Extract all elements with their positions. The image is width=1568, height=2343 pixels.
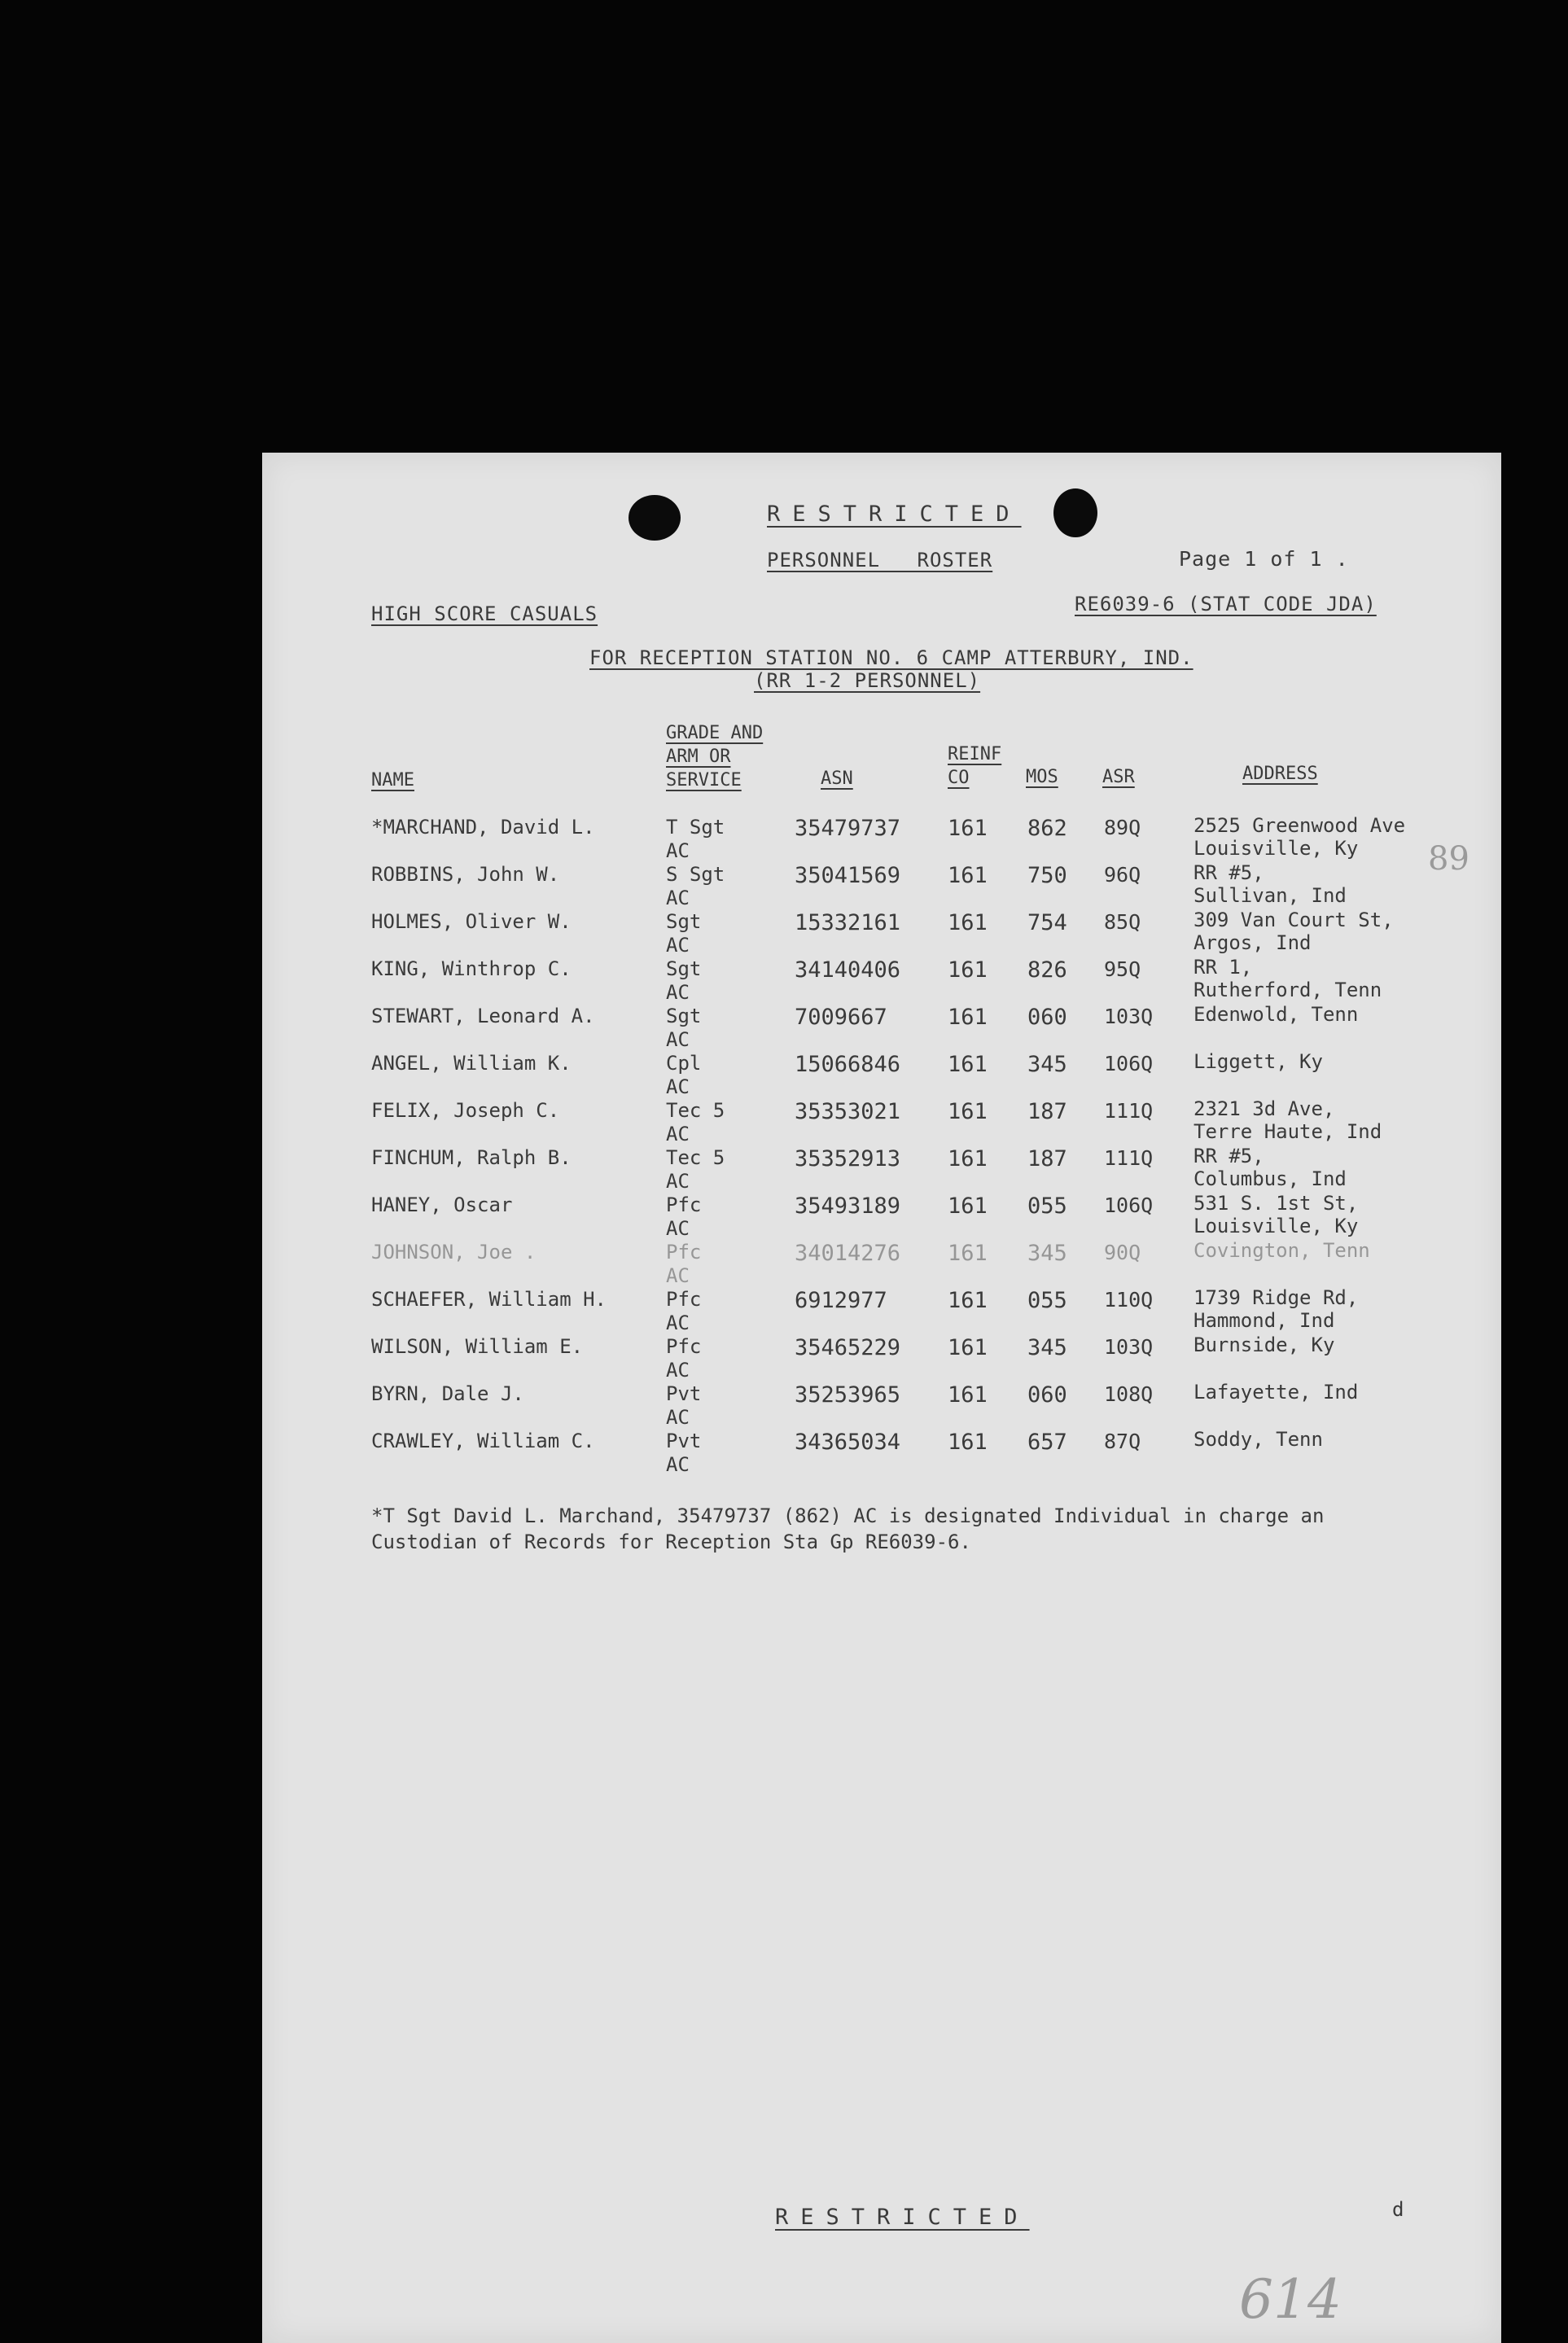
cell-asr: 106Q bbox=[1104, 1193, 1154, 1217]
cell-asr: 89Q bbox=[1104, 816, 1141, 839]
cell-co: 161 bbox=[948, 1052, 988, 1077]
cell-address bbox=[1194, 814, 1405, 860]
cell-co: 161 bbox=[948, 1146, 988, 1172]
cell-grade bbox=[666, 1099, 725, 1146]
table-row bbox=[262, 863, 1501, 910]
cell-grade-arm: AC bbox=[666, 1312, 690, 1334]
cell-mos: 826 bbox=[1027, 957, 1067, 983]
table-row bbox=[262, 1099, 1501, 1146]
cell-grade-arm: AC bbox=[666, 1453, 690, 1476]
cell-mos: 055 bbox=[1027, 1193, 1067, 1219]
address-line-1: 2321 3d Ave, bbox=[1194, 1097, 1335, 1120]
address-line-1: RR #5, bbox=[1194, 861, 1264, 884]
cell-mos: 187 bbox=[1027, 1146, 1067, 1172]
cell-grade-arm: AC bbox=[666, 1123, 690, 1145]
address-line-1: Edenwold, Tenn bbox=[1194, 1003, 1359, 1026]
table-row bbox=[262, 1382, 1501, 1430]
cell-grade bbox=[666, 957, 701, 1005]
cell-grade bbox=[666, 1241, 701, 1288]
cell-grade-rank: Sgt bbox=[666, 910, 702, 933]
cell-asn: 34365034 bbox=[795, 1430, 901, 1455]
cell-asn: 15332161 bbox=[795, 910, 901, 935]
address-line-1: 2525 Greenwood Ave bbox=[1194, 814, 1406, 837]
cell-asn: 34014276 bbox=[795, 1241, 901, 1266]
col-asn: ASN bbox=[821, 769, 853, 789]
cell-mos: 345 bbox=[1027, 1335, 1067, 1360]
punch-hole-right bbox=[1053, 488, 1097, 537]
margin-number: 89 bbox=[1428, 840, 1469, 878]
cell-address bbox=[1194, 1097, 1382, 1143]
cell-mos: 187 bbox=[1027, 1099, 1067, 1124]
cell-address bbox=[1194, 956, 1382, 1001]
cell-grade-rank: S Sgt bbox=[666, 863, 725, 886]
cell-mos: 862 bbox=[1027, 816, 1067, 841]
bottom-handwriting: 614 bbox=[1239, 2268, 1342, 2331]
address-line-2: Louisville, Ky bbox=[1194, 1215, 1359, 1237]
cell-mos: 345 bbox=[1027, 1052, 1067, 1077]
cell-asr: 87Q bbox=[1104, 1430, 1141, 1453]
cell-co: 161 bbox=[948, 1335, 988, 1360]
roster-title: PERSONNEL ROSTER bbox=[767, 549, 993, 572]
table-row bbox=[262, 1193, 1501, 1241]
cell-grade bbox=[666, 1382, 701, 1430]
cell-grade-rank: Sgt bbox=[666, 957, 702, 980]
cell-name: WILSON, William E. bbox=[371, 1335, 584, 1358]
cell-grade-rank: Pfc bbox=[666, 1241, 702, 1263]
classification-header: RESTRICTED bbox=[767, 501, 1022, 527]
cell-grade bbox=[666, 1335, 701, 1382]
cell-grade-arm: AC bbox=[666, 1217, 690, 1240]
address-line-1: Burnside, Ky bbox=[1194, 1334, 1335, 1356]
cell-name: FINCHUM, Ralph B. bbox=[371, 1146, 572, 1169]
footnote bbox=[371, 1503, 1324, 1555]
col-address: ADDRESS bbox=[1242, 764, 1318, 784]
cell-grade bbox=[666, 816, 725, 863]
cell-grade-rank: T Sgt bbox=[666, 816, 725, 839]
cell-asr: 95Q bbox=[1104, 957, 1141, 981]
address-line-2: Hammond, Ind bbox=[1194, 1309, 1335, 1332]
destination: FOR RECEPTION STATION NO. 6 CAMP ATTERBURY, IND. bbox=[589, 646, 1194, 669]
col-mos: MOS bbox=[1026, 767, 1058, 787]
table-row bbox=[262, 1241, 1501, 1288]
cell-grade-arm: AC bbox=[666, 1359, 690, 1382]
cell-asn: 35352913 bbox=[795, 1146, 901, 1172]
cell-grade bbox=[666, 1193, 701, 1241]
unit-name: HIGH SCORE CASUALS bbox=[371, 602, 598, 625]
cell-asr: 85Q bbox=[1104, 910, 1141, 934]
cell-mos: 060 bbox=[1027, 1005, 1067, 1030]
cell-grade-arm: AC bbox=[666, 981, 690, 1004]
cell-grade-rank: Tec 5 bbox=[666, 1099, 725, 1122]
cell-grade-rank: Tec 5 bbox=[666, 1146, 725, 1169]
address-line-1: RR #5, bbox=[1194, 1145, 1264, 1167]
cell-co: 161 bbox=[948, 1193, 988, 1219]
cell-name: JOHNSON, Joe . bbox=[371, 1241, 537, 1263]
cell-grade-rank: Cpl bbox=[666, 1052, 702, 1075]
cell-co: 161 bbox=[948, 1099, 988, 1124]
cell-asn: 35353021 bbox=[795, 1099, 901, 1124]
cell-grade bbox=[666, 863, 725, 910]
cell-asr: 111Q bbox=[1104, 1099, 1154, 1123]
footnote-line-1: *T Sgt David L. Marchand, 35479737 (862) AC is designated Individual in charge an bbox=[371, 1504, 1325, 1527]
cell-asn: 15066846 bbox=[795, 1052, 901, 1077]
cell-asr: 110Q bbox=[1104, 1288, 1154, 1312]
address-line-1: Soddy, Tenn bbox=[1194, 1428, 1323, 1451]
cell-asn: 6912977 bbox=[795, 1288, 887, 1313]
cell-address bbox=[1194, 909, 1394, 954]
cell-mos: 055 bbox=[1027, 1288, 1067, 1313]
footnote-line-2: Custodian of Records for Reception Sta Gp RE6039-6. bbox=[371, 1531, 971, 1553]
cell-asn: 35041569 bbox=[795, 863, 901, 888]
cell-address bbox=[1194, 1050, 1323, 1073]
table-row bbox=[262, 1005, 1501, 1052]
cell-name: ROBBINS, John W. bbox=[371, 863, 560, 886]
address-line-2: Rutherford, Tenn bbox=[1194, 979, 1382, 1001]
cell-name: STEWART, Leonard A. bbox=[371, 1005, 595, 1027]
cell-address bbox=[1194, 1334, 1334, 1356]
document-page bbox=[262, 453, 1501, 2343]
cell-asn: 35479737 bbox=[795, 816, 901, 841]
cell-co: 161 bbox=[948, 1241, 988, 1266]
cell-grade-arm: AC bbox=[666, 1170, 690, 1193]
cell-grade bbox=[666, 1430, 701, 1477]
cell-mos: 060 bbox=[1027, 1382, 1067, 1408]
cell-co: 161 bbox=[948, 863, 988, 888]
cell-grade-rank: Pvt bbox=[666, 1430, 702, 1452]
cell-grade-arm: AC bbox=[666, 1028, 690, 1051]
cell-name: *MARCHAND, David L. bbox=[371, 816, 595, 839]
col-asr: ASR bbox=[1102, 767, 1135, 787]
cell-co: 161 bbox=[948, 910, 988, 935]
address-line-2: Louisville, Ky bbox=[1194, 837, 1359, 860]
classification-footer: RESTRICTED bbox=[775, 2205, 1030, 2230]
cell-asr: 103Q bbox=[1104, 1005, 1154, 1028]
cell-name: BYRN, Dale J. bbox=[371, 1382, 524, 1405]
cell-asr: 106Q bbox=[1104, 1052, 1154, 1075]
table-row bbox=[262, 816, 1501, 863]
cell-name: HANEY, Oscar bbox=[371, 1193, 513, 1216]
address-line-1: Lafayette, Ind bbox=[1194, 1381, 1359, 1404]
table-row bbox=[262, 1430, 1501, 1477]
cell-grade-arm: AC bbox=[666, 1406, 690, 1429]
cell-address bbox=[1194, 1428, 1323, 1451]
cell-asr: 96Q bbox=[1104, 863, 1141, 887]
cell-grade bbox=[666, 910, 701, 957]
cell-co: 161 bbox=[948, 1430, 988, 1455]
cell-address bbox=[1194, 1286, 1358, 1332]
cell-grade-arm: AC bbox=[666, 887, 690, 909]
cell-co: 161 bbox=[948, 816, 988, 841]
cell-co: 161 bbox=[948, 957, 988, 983]
address-line-2: Sullivan, Ind bbox=[1194, 884, 1347, 907]
col-grade: GRADE AND ARM OR SERVICE bbox=[666, 723, 764, 790]
cell-grade-arm: AC bbox=[666, 839, 690, 862]
cell-grade-rank: Pfc bbox=[666, 1335, 702, 1358]
address-line-2: Argos, Ind bbox=[1194, 931, 1312, 954]
cell-name: FELIX, Joseph C. bbox=[371, 1099, 560, 1122]
cell-asr: 103Q bbox=[1104, 1335, 1154, 1359]
address-line-1: 309 Van Court St, bbox=[1194, 909, 1394, 931]
cell-co: 161 bbox=[948, 1005, 988, 1030]
cell-asr: 90Q bbox=[1104, 1241, 1141, 1264]
cell-asn: 35253965 bbox=[795, 1382, 901, 1408]
col-reinf-co: REINF CO bbox=[948, 744, 1002, 788]
cell-address bbox=[1194, 1239, 1370, 1262]
cell-asn: 35465229 bbox=[795, 1335, 901, 1360]
cell-address bbox=[1194, 861, 1347, 907]
cell-address bbox=[1194, 1192, 1358, 1237]
cell-asr: 108Q bbox=[1104, 1382, 1154, 1406]
cell-grade bbox=[666, 1288, 701, 1335]
address-line-2: Columbus, Ind bbox=[1194, 1167, 1347, 1190]
cell-name: ANGEL, William K. bbox=[371, 1052, 572, 1075]
cell-grade bbox=[666, 1146, 725, 1193]
cell-mos: 754 bbox=[1027, 910, 1067, 935]
cell-name: CRAWLEY, William C. bbox=[371, 1430, 595, 1452]
cell-mos: 345 bbox=[1027, 1241, 1067, 1266]
address-line-1: Liggett, Ky bbox=[1194, 1050, 1323, 1073]
cell-grade bbox=[666, 1005, 701, 1052]
col-name: NAME bbox=[371, 770, 414, 790]
table-row bbox=[262, 957, 1501, 1005]
cell-asn: 34140406 bbox=[795, 957, 901, 983]
cell-grade-rank: Pfc bbox=[666, 1193, 702, 1216]
cell-name: HOLMES, Oliver W. bbox=[371, 910, 572, 933]
table-row bbox=[262, 910, 1501, 957]
cell-address bbox=[1194, 1145, 1347, 1190]
punch-hole-left bbox=[629, 495, 681, 541]
table-row bbox=[262, 1052, 1501, 1099]
cell-grade-rank: Pvt bbox=[666, 1382, 702, 1405]
cell-mos: 750 bbox=[1027, 863, 1067, 888]
roster-subtitle: (RR 1-2 PERSONNEL) bbox=[754, 669, 981, 692]
address-line-1: RR 1, bbox=[1194, 956, 1253, 979]
cell-name: KING, Winthrop C. bbox=[371, 957, 572, 980]
cell-co: 161 bbox=[948, 1382, 988, 1408]
cell-address bbox=[1194, 1381, 1358, 1404]
cell-co: 161 bbox=[948, 1288, 988, 1313]
cell-asr: 111Q bbox=[1104, 1146, 1154, 1170]
cell-address bbox=[1194, 1003, 1358, 1026]
cell-mos: 657 bbox=[1027, 1430, 1067, 1455]
table-row bbox=[262, 1288, 1501, 1335]
cell-grade-arm: AC bbox=[666, 934, 690, 957]
address-line-1: 531 S. 1st St, bbox=[1194, 1192, 1359, 1215]
cell-grade-arm: AC bbox=[666, 1264, 690, 1287]
cell-grade-rank: Sgt bbox=[666, 1005, 702, 1027]
footer-mark: d bbox=[1392, 2198, 1404, 2221]
cell-name: SCHAEFER, William H. bbox=[371, 1288, 607, 1311]
page-label: Page 1 of 1 . bbox=[1179, 547, 1349, 571]
unit-code: RE6039-6 (STAT CODE JDA) bbox=[1075, 593, 1377, 615]
cell-asn: 35493189 bbox=[795, 1193, 901, 1219]
cell-grade bbox=[666, 1052, 701, 1099]
address-line-1: 1739 Ridge Rd, bbox=[1194, 1286, 1359, 1309]
cell-grade-rank: Pfc bbox=[666, 1288, 702, 1311]
address-line-1: Covington, Tenn bbox=[1194, 1239, 1370, 1262]
cell-asn: 7009667 bbox=[795, 1005, 887, 1030]
cell-grade-arm: AC bbox=[666, 1075, 690, 1098]
table-row bbox=[262, 1146, 1501, 1193]
address-line-2: Terre Haute, Ind bbox=[1194, 1120, 1382, 1143]
table-row bbox=[262, 1335, 1501, 1382]
